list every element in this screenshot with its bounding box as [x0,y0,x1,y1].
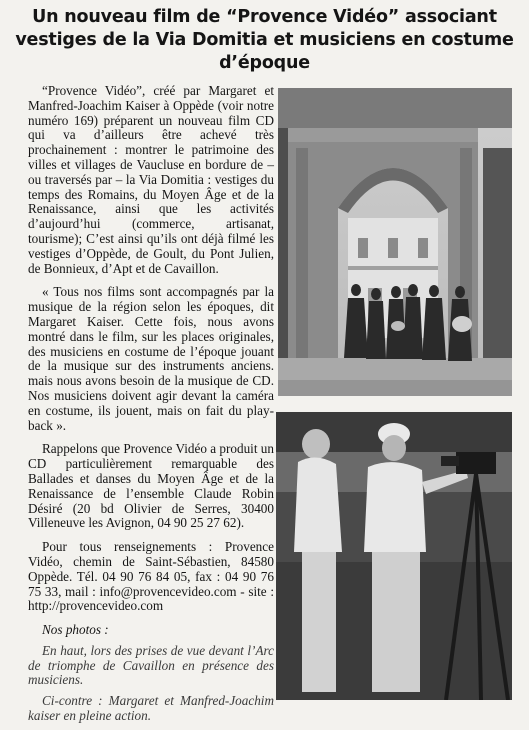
paragraph-quote: « Tous nos films sont accompagnés par la musique de la région selon les époques, dit Margaret Kaiser. Cette fois, nous avons montré dans le film, sur les places originales, des musiciens en costume de l’époque jouant de la musique sur des instruments anciens. mais nous avons besoin de la musique de CD. Nos musiciens doivent agir devant la caméra en costume, ils jouent, mais on fait du play-back ». [28,284,274,433]
article-headline: Un nouveau film de “Provence Vidéo” associant vestiges de la Via Domitia et musiciens en costume d’époque [15,7,514,73]
paragraph-cd: Rappelons que Provence Vidéo a produit un CD particulièrement remarquable des Ballades et danses du Moyen Âge et de la Renaissance de l’ensemble Claude Robin Désiré (20 bd Olivier de Serres, 30400 Villeneuve les Avignon, 04 90 25 27 62). [28,441,274,531]
caption-top-photo: En haut, lors des prises de vue devant l’Arc de triomphe de Cavaillon en présence des musiciens. [28,642,274,688]
photo-arch-musicians [278,88,512,396]
paragraph-contact: Pour tous renseignements : Provence Vidéo, chemin de Saint-Sébastien, 84580 Oppède. Tél. 04 90 76 84 05, fax : 04 90 76 75 33, mail : info@provencevideo.com - site : http://provencevideo.com [28,539,274,614]
caption-bottom-photo: Ci-contre : Margaret et Manfred-Joachim kaiser en pleine action. [28,693,274,724]
paragraph-intro: “Provence Vidéo”, créé par Margaret et Manfred-Joachim Kaiser à Oppède (voir notre numéro 169) préparent un nouveau film CD qui va d’ailleurs être achevé très prochainement : montrer le patrimoine des villes et villages de Vaucluse en bordure de – ou traversés par – la Via Domitia : vestiges du temps des Romains, du Moyen Âge et de la Renaissance, ainsi que les activités d’aujourd’hui (commerce, artisanat, tourisme); C’est ainsi qu’ils ont déjà filmé les vestiges d’Oppède, de Goult, du Pont Julien, de Bonnieux, d’Apt et de Cavaillon. [28,83,274,276]
photos-heading: Nos photos : [42,622,109,638]
photo-kaiser-filming [276,412,512,700]
article-body [28,84,274,730]
